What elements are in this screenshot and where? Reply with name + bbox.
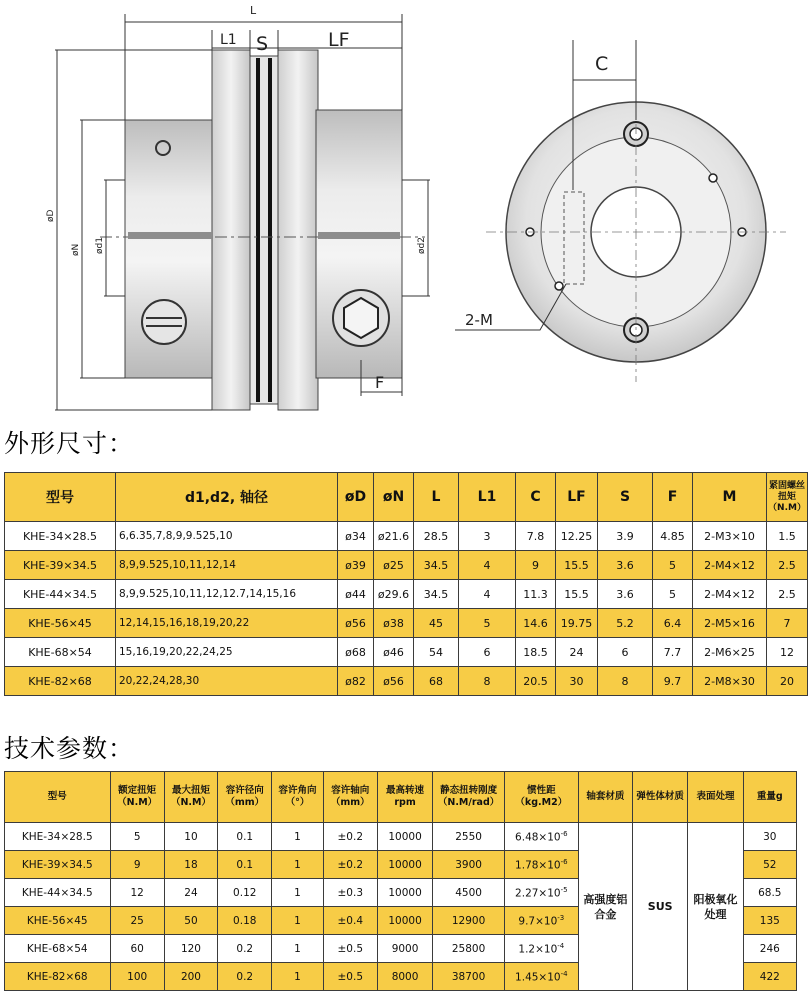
column-header: 型号 [5, 473, 116, 522]
table-cell: 7.7 [653, 638, 693, 667]
table-cell: 60 [110, 935, 164, 963]
table-cell: 20.5 [516, 667, 556, 696]
table-cell: 2-M4×12 [693, 580, 767, 609]
table-cell: 5 [653, 580, 693, 609]
table-cell: 5 [653, 551, 693, 580]
left-flange [212, 50, 250, 410]
dim-L1: L1 [220, 32, 237, 48]
tech-params-table [4, 771, 797, 991]
tech-params-header-row [5, 772, 797, 823]
side-view [100, 50, 425, 410]
table-cell: ø44 [338, 580, 374, 609]
section-title-tech-params: 技术参数： [4, 734, 135, 763]
dim-phid1: ød1 [95, 237, 105, 254]
table-cell: 15.5 [556, 580, 598, 609]
table-cell: 34.5 [414, 551, 459, 580]
table-cell: 54 [414, 638, 459, 667]
table-cell: 24 [164, 879, 217, 907]
inertia-base: 1.45×10 [515, 971, 561, 984]
table-cell: 10 [164, 823, 217, 851]
table-cell: 9.7 [653, 667, 693, 696]
table-cell: 9000 [377, 935, 432, 963]
dim-LF: LF [328, 29, 350, 51]
table-cell: 1 [272, 963, 323, 991]
table-cell: 0.2 [218, 963, 272, 991]
table-cell: 7 [767, 609, 808, 638]
inertia-cell [504, 935, 578, 963]
inertia-exponent: -4 [560, 969, 568, 978]
column-header: øD [338, 473, 374, 522]
table-row [5, 522, 808, 551]
disc-pack [250, 56, 278, 404]
table-cell: 3.6 [598, 580, 653, 609]
table-row [5, 823, 797, 851]
inertia-base: 1.2×10 [518, 943, 558, 956]
dimensions-table [4, 472, 808, 696]
table-cell: ø29.6 [374, 580, 414, 609]
table-cell: ø46 [374, 638, 414, 667]
table-cell: ±0.5 [323, 963, 377, 991]
table-cell: ø56 [374, 667, 414, 696]
table-cell: 6.4 [653, 609, 693, 638]
inertia-base: 9.7×10 [518, 915, 558, 928]
table-cell: 8,9,9.525,10,11,12,12.7,14,15,16 [116, 580, 338, 609]
table-cell: 4 [459, 551, 516, 580]
inertia-cell [504, 907, 578, 935]
table-cell: 25 [110, 907, 164, 935]
column-header: 弹性体材质 [633, 772, 688, 823]
table-cell: 12 [767, 638, 808, 667]
table-cell: 1 [272, 879, 323, 907]
column-header: 静态扭转刚度（N.M/rad） [433, 772, 505, 823]
table-cell: ±0.5 [323, 935, 377, 963]
table-cell: 12900 [433, 907, 505, 935]
table-cell: KHE-34×28.5 [5, 522, 116, 551]
table-cell: ±0.2 [323, 851, 377, 879]
inertia-base: 6.48×10 [515, 831, 561, 844]
inertia-exponent: -5 [560, 885, 568, 894]
table-cell: 1 [272, 935, 323, 963]
column-header: 表面处理 [688, 772, 743, 823]
table-cell: KHE-44×34.5 [5, 879, 111, 907]
table-cell: KHE-44×34.5 [5, 580, 116, 609]
table-cell: 10000 [377, 907, 432, 935]
column-header: d1,d2, 轴径 [116, 473, 338, 522]
right-flange [278, 50, 318, 410]
inertia-exponent: -6 [560, 857, 568, 866]
table-cell: 3900 [433, 851, 505, 879]
table-cell: 100 [110, 963, 164, 991]
column-header: 容许径向（mm） [218, 772, 272, 823]
table-cell: KHE-82×68 [5, 963, 111, 991]
table-cell: 0.1 [218, 823, 272, 851]
table-cell: 4500 [433, 879, 505, 907]
table-row [5, 609, 808, 638]
merged-cell-elastomer-material: SUS [633, 823, 688, 991]
dim-phiD: øD [46, 209, 56, 222]
dim-S: S [256, 33, 269, 55]
inertia-cell [504, 963, 578, 991]
column-header: 最大扭矩（N.M） [164, 772, 217, 823]
dim-F: F [375, 373, 385, 392]
table-cell: KHE-34×28.5 [5, 823, 111, 851]
table-cell: 11.3 [516, 580, 556, 609]
inertia-exponent: -3 [557, 913, 565, 922]
table-cell: 4 [459, 580, 516, 609]
table-cell: 246 [743, 935, 796, 963]
table-cell: 20 [767, 667, 808, 696]
column-header: M [693, 473, 767, 522]
table-cell: 422 [743, 963, 796, 991]
table-cell: 8,9,9.525,10,11,12,14 [116, 551, 338, 580]
table-cell: 3.9 [598, 522, 653, 551]
table-cell: 3.6 [598, 551, 653, 580]
table-cell: ø25 [374, 551, 414, 580]
table-row [5, 580, 808, 609]
table-cell: 0.18 [218, 907, 272, 935]
table-cell: 12.25 [556, 522, 598, 551]
table-cell: 8 [459, 667, 516, 696]
end-view [486, 82, 786, 382]
column-header: 轴套材质 [578, 772, 632, 823]
table-cell: 1 [272, 907, 323, 935]
inertia-exponent: -4 [557, 941, 565, 950]
column-header: øN [374, 473, 414, 522]
table-cell: KHE-56×45 [5, 907, 111, 935]
table-cell: 2-M6×25 [693, 638, 767, 667]
table-cell: 50 [164, 907, 217, 935]
table-cell: KHE-39×34.5 [5, 851, 111, 879]
table-cell: 2-M5×16 [693, 609, 767, 638]
table-cell: 9 [110, 851, 164, 879]
table-cell: 10000 [377, 851, 432, 879]
table-cell: KHE-68×54 [5, 638, 116, 667]
table-row [5, 638, 808, 667]
table-cell: 15,16,19,20,22,24,25 [116, 638, 338, 667]
table-cell: 24 [556, 638, 598, 667]
table-cell: 5.2 [598, 609, 653, 638]
table-cell: ø38 [374, 609, 414, 638]
table-cell: 7.8 [516, 522, 556, 551]
table-cell: 25800 [433, 935, 505, 963]
column-header: 额定扭矩（N.M） [110, 772, 164, 823]
table-cell: 2.5 [767, 580, 808, 609]
column-header: L1 [459, 473, 516, 522]
table-cell: KHE-68×54 [5, 935, 111, 963]
table-cell: 12,14,15,16,18,19,20,22 [116, 609, 338, 638]
table-cell: 45 [414, 609, 459, 638]
table-cell: 200 [164, 963, 217, 991]
table-cell: 6 [598, 638, 653, 667]
table-cell: 2-M3×10 [693, 522, 767, 551]
inertia-cell [504, 823, 578, 851]
table-cell: 3 [459, 522, 516, 551]
table-cell: ø82 [338, 667, 374, 696]
merged-cell-surface-treatment: 阳极氧化处理 [688, 823, 743, 991]
table-cell: 0.2 [218, 935, 272, 963]
table-cell: 12 [110, 879, 164, 907]
table-cell: ø39 [338, 551, 374, 580]
table-cell: 5 [459, 609, 516, 638]
column-header: S [598, 473, 653, 522]
table-cell: 15.5 [556, 551, 598, 580]
column-header: 型号 [5, 772, 111, 823]
table-cell: 52 [743, 851, 796, 879]
dim-phiN: øN [71, 243, 81, 256]
column-header: F [653, 473, 693, 522]
column-header: L [414, 473, 459, 522]
table-cell: 28.5 [414, 522, 459, 551]
column-header: 重量g [743, 772, 796, 823]
column-header: 容许角向（°） [272, 772, 323, 823]
table-cell: 1.5 [767, 522, 808, 551]
table-cell: 1 [272, 851, 323, 879]
table-cell: ø56 [338, 609, 374, 638]
table-cell: 1 [272, 823, 323, 851]
table-cell: 8 [598, 667, 653, 696]
table-cell: 2-M8×30 [693, 667, 767, 696]
section-title-dimensions: 外形尺寸： [4, 429, 135, 458]
table-cell: 18 [164, 851, 217, 879]
table-cell: 10000 [377, 879, 432, 907]
dim-2M: 2-M [465, 311, 493, 329]
dimensions-header-row [5, 473, 808, 522]
table-cell: 135 [743, 907, 796, 935]
table-cell: 19.75 [556, 609, 598, 638]
table-cell: 18.5 [516, 638, 556, 667]
table-cell: 8000 [377, 963, 432, 991]
table-cell: 6,6.35,7,8,9,9.525,10 [116, 522, 338, 551]
inertia-base: 1.78×10 [515, 859, 561, 872]
table-cell: 30 [556, 667, 598, 696]
inertia-base: 2.27×10 [515, 887, 561, 900]
table-cell: KHE-39×34.5 [5, 551, 116, 580]
inertia-exponent: -6 [560, 829, 568, 838]
column-header: 紧固螺丝扭矩（N.M） [767, 473, 808, 522]
table-cell: ±0.2 [323, 823, 377, 851]
table-row [5, 667, 808, 696]
coupling-technical-drawing [0, 0, 800, 420]
column-header: 容许轴向（mm） [323, 772, 377, 823]
table-cell: 2550 [433, 823, 505, 851]
table-cell: 9 [516, 551, 556, 580]
table-cell: 68 [414, 667, 459, 696]
column-header: 惯性距（kg.M2） [504, 772, 578, 823]
table-cell: ±0.3 [323, 879, 377, 907]
table-cell: ø68 [338, 638, 374, 667]
table-cell: 2.5 [767, 551, 808, 580]
table-cell: ±0.4 [323, 907, 377, 935]
table-cell: 2-M4×12 [693, 551, 767, 580]
column-header: 最高转速 rpm [377, 772, 432, 823]
table-cell: 34.5 [414, 580, 459, 609]
column-header: C [516, 473, 556, 522]
table-cell: 38700 [433, 963, 505, 991]
table-cell: 6 [459, 638, 516, 667]
table-cell: 10000 [377, 823, 432, 851]
table-cell: 0.1 [218, 851, 272, 879]
table-row [5, 551, 808, 580]
table-cell: ø34 [338, 522, 374, 551]
dim-L: L [250, 4, 257, 17]
dim-phid2: ød2 [417, 237, 427, 254]
table-cell: 5 [110, 823, 164, 851]
table-cell: 30 [743, 823, 796, 851]
inertia-cell [504, 879, 578, 907]
table-cell: ø21.6 [374, 522, 414, 551]
table-cell: 14.6 [516, 609, 556, 638]
table-cell: KHE-82×68 [5, 667, 116, 696]
merged-cell-sleeve-material: 高强度铝合金 [578, 823, 632, 991]
table-cell: 4.85 [653, 522, 693, 551]
table-cell: 20,22,24,28,30 [116, 667, 338, 696]
table-cell: 0.12 [218, 879, 272, 907]
column-header: LF [556, 473, 598, 522]
table-cell: KHE-56×45 [5, 609, 116, 638]
inertia-cell [504, 851, 578, 879]
table-cell: 68.5 [743, 879, 796, 907]
table-cell: 120 [164, 935, 217, 963]
dim-C: C [595, 53, 609, 75]
